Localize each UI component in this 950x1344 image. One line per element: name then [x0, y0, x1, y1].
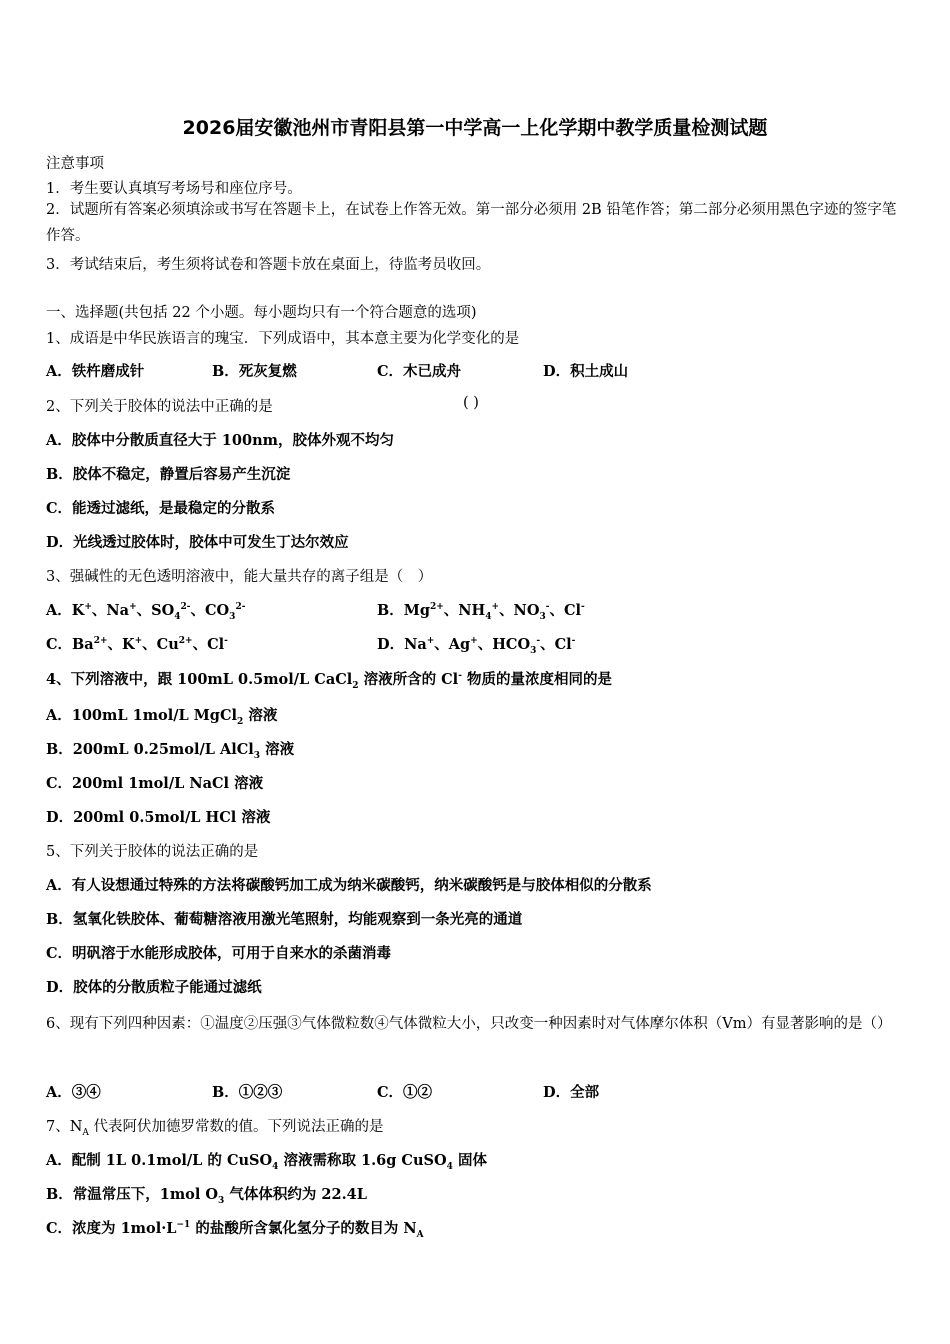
question-3-option-c: C．$Ba^{2+}$、K+、$Cu^{2+}$、Cl-: [46, 636, 228, 653]
question-1-option-c: C．木已成舟: [377, 363, 462, 380]
option-label: A．: [46, 602, 72, 619]
question-4-option-d: D．200ml 0.5mol/L HCl 溶液: [46, 809, 271, 826]
option-label: C．: [46, 636, 73, 653]
question-4-stem: 4、下列溶液中，跟 100mL 0.5mol/L CaCl$_2$ 溶液所含的 Cl- 物质的量浓度相同的是: [46, 671, 612, 691]
section-heading: 一、选择题(共包括 22 个小题。每小题均只有一个符合题意的选项): [46, 305, 477, 321]
question-2-option-b: B．胶体不稳定，静置后容易产生沉淀: [46, 466, 291, 483]
question-6-option-d: D．全部: [543, 1084, 600, 1101]
notice-item-3: 3．考试结束后，考生须将试卷和答题卡放在桌面上，待监考员收回。: [46, 257, 491, 273]
question-7-option-b: B．常温常压下，1mol $O_3$ 气体体积约为 22.4L: [46, 1186, 367, 1206]
question-3-stem: 3、强碱性的无色透明溶液中，能大量共存的离子组是（ ）: [46, 569, 433, 585]
question-4-option-a: A．100mL 1mol/L MgCl$_2$ 溶液: [46, 707, 278, 727]
notice-item-1: 1．考生要认真填写考场号和座位序号。: [46, 181, 302, 197]
notice-item-2: 2．试题所有答案必须填涂或书写在答题卡上，在试卷上作答无效。第一部分必须用 2B 铅笔作答；第二部分必须用黑色字迹的签字笔作答。: [46, 202, 897, 244]
question-7-stem: 7、$N_A$ 代表阿伏加德罗常数的值。下列说法正确的是: [46, 1119, 384, 1138]
question-1-option-d: D．积土成山: [543, 363, 629, 380]
question-2-option-a: A．胶体中分散质直径大于 100nm，胶体外观不均匀: [46, 432, 394, 449]
question-2-option-c: C．能透过滤纸，是最稳定的分散系: [46, 500, 276, 517]
question-5-option-b: B．氢氧化铁胶体、葡萄糖溶液用激光笔照射，均能观察到一条光亮的通道: [46, 911, 523, 928]
question-2-answer-blank: ( ): [463, 395, 479, 411]
question-3-option-d: D．Na+、Ag+、$HCO_3^-$、Cl-: [377, 636, 576, 656]
question-6-option-c: C．①②: [377, 1084, 433, 1101]
question-7-option-a: A．配制 1L 0.1mol/L 的 CuSO$_4$ 溶液需称取 1.6g CuSO$_4$ 固体: [46, 1152, 487, 1172]
question-5-option-a: A．有人设想通过特殊的方法将碳酸钙加工成为纳米碳酸钙，纳米碳酸钙是与胶体相似的分散系: [46, 877, 652, 894]
question-1-option-b: B．死灰复燃: [212, 363, 297, 380]
question-4-option-c: C．200ml 1mol/L NaCl 溶液: [46, 775, 264, 792]
question-3-option-b: B．$Mg^{2+}$、$NH_4^+$、$NO_3^-$、Cl-: [377, 602, 585, 622]
question-5-stem: 5、下列关于胶体的说法正确的是: [46, 844, 259, 860]
question-5-option-d: D．胶体的分散质粒子能通过滤纸: [46, 979, 262, 996]
question-3-option-a: A．K+、Na+、$SO_4^{2-}$、$CO_3^{2-}$: [46, 602, 246, 622]
question-6-stem: 6、现有下列四种因素：①温度②压强③气体微粒数④气体微粒大小，只改变一种因素时对气体摩尔体积（Vm）有显著影响的是（）: [46, 1016, 892, 1032]
question-1-option-a: A．铁杵磨成针: [46, 363, 145, 380]
question-2-option-d: D．光线透过胶体时，胶体中可发生丁达尔效应: [46, 534, 349, 551]
question-5-option-c: C．明矾溶于水能形成胶体，可用于自来水的杀菌消毒: [46, 945, 392, 962]
question-2-stem: 2、下列关于胶体的说法中正确的是: [46, 399, 273, 415]
question-7-option-c: C．浓度为 $1mol\cdot L^{-1}$ 的盐酸所含氯化氢分子的数目为 $N_A$: [46, 1220, 424, 1240]
page-title: 2026届安徽池州市青阳县第一中学高一上化学期中教学质量检测试题: [182, 117, 768, 139]
question-4-option-b: B．200mL 0.25mol/L AlCl$_3$ 溶液: [46, 741, 295, 761]
question-1-stem: 1、成语是中华民族语言的瑰宝．下列成语中，其本意主要为化学变化的是: [46, 331, 520, 347]
question-6-option-b: B．①②③: [212, 1084, 283, 1101]
option-label: B．: [377, 602, 404, 619]
option-label: D．: [377, 636, 405, 653]
notice-heading: 注意事项: [46, 156, 104, 172]
question-6-option-a: A．③④: [46, 1084, 101, 1101]
